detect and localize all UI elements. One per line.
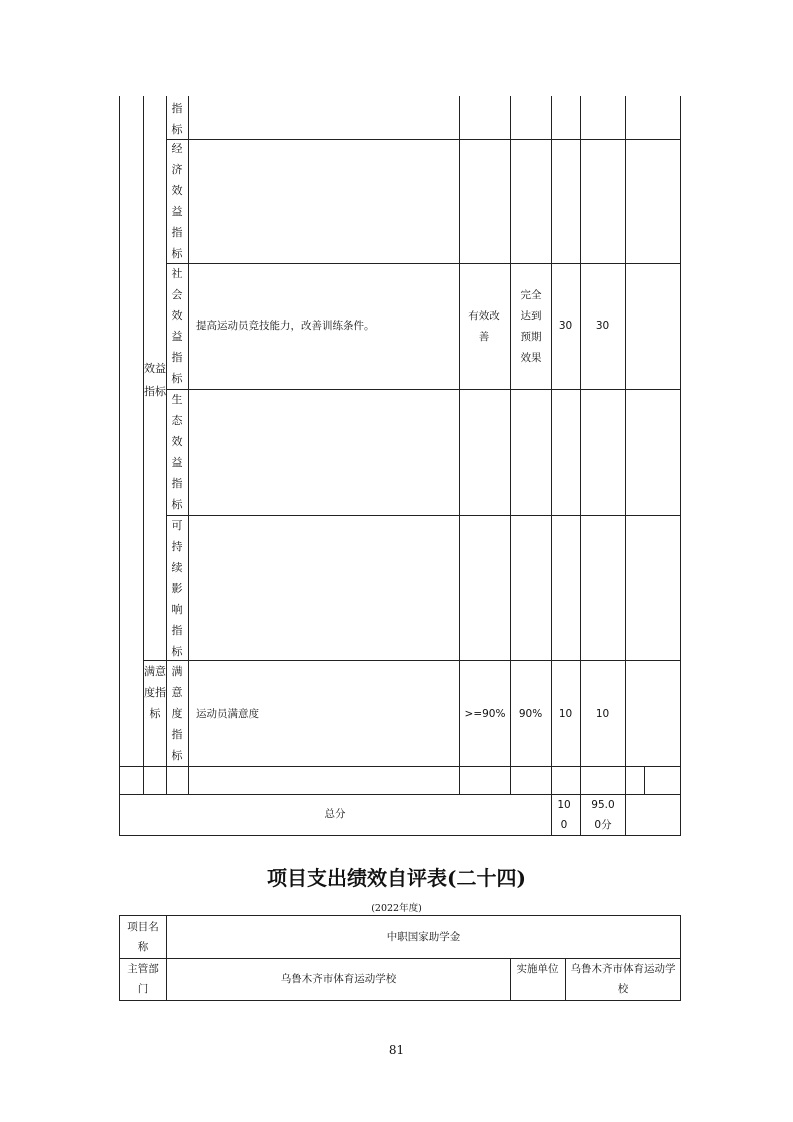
project-name-value: 中职国家助学金 <box>386 931 461 943</box>
social-benefit-label: 社会效益指标 <box>171 267 183 385</box>
implementer-value: 乌鲁木齐市体育运动学校 <box>570 963 676 995</box>
satisfaction-score: 10 <box>595 708 610 720</box>
document-title: 项目支出绩效自评表(二十四) <box>267 866 526 890</box>
satisfaction-group-label: 满意度指标 <box>144 665 166 720</box>
satisfaction-content: 运动员满意度 <box>196 708 259 720</box>
page-number: 81 <box>388 1043 405 1057</box>
row-top-sublabel: 指标 <box>171 102 183 136</box>
project-name-label: 项目名称 <box>127 921 159 953</box>
benefit-group-label: 效益指标 <box>144 362 166 398</box>
satisfaction-target: >=90% <box>464 708 506 720</box>
social-benefit-content: 提高运动员竞技能力，改善训练条件。 <box>196 320 375 332</box>
economic-benefit-label: 经济效益指标 <box>171 142 183 260</box>
total-label: 总分 <box>324 808 346 820</box>
document-year: (2022年度) <box>371 903 422 914</box>
ecology-benefit-label: 生态效益指标 <box>171 393 183 511</box>
implementer-label: 实施单位 <box>516 963 559 975</box>
satisfaction-actual: 90% <box>518 708 543 720</box>
total-score: 95.00分 <box>591 799 615 831</box>
satisfaction-weight: 10 <box>558 708 573 720</box>
total-weight: 100 <box>557 799 571 831</box>
social-benefit-actual: 完全达到预期效果 <box>520 289 542 364</box>
department-value: 乌鲁木齐市体育运动学校 <box>280 973 397 985</box>
satisfaction-sublabel: 满意度指标 <box>171 665 183 762</box>
sustainability-label: 可持续影响指标 <box>171 519 183 658</box>
social-benefit-target: 有效改善 <box>468 310 500 343</box>
department-label: 主管部门 <box>127 963 159 995</box>
social-benefit-weight: 30 <box>558 320 573 332</box>
social-benefit-score: 30 <box>595 320 610 332</box>
